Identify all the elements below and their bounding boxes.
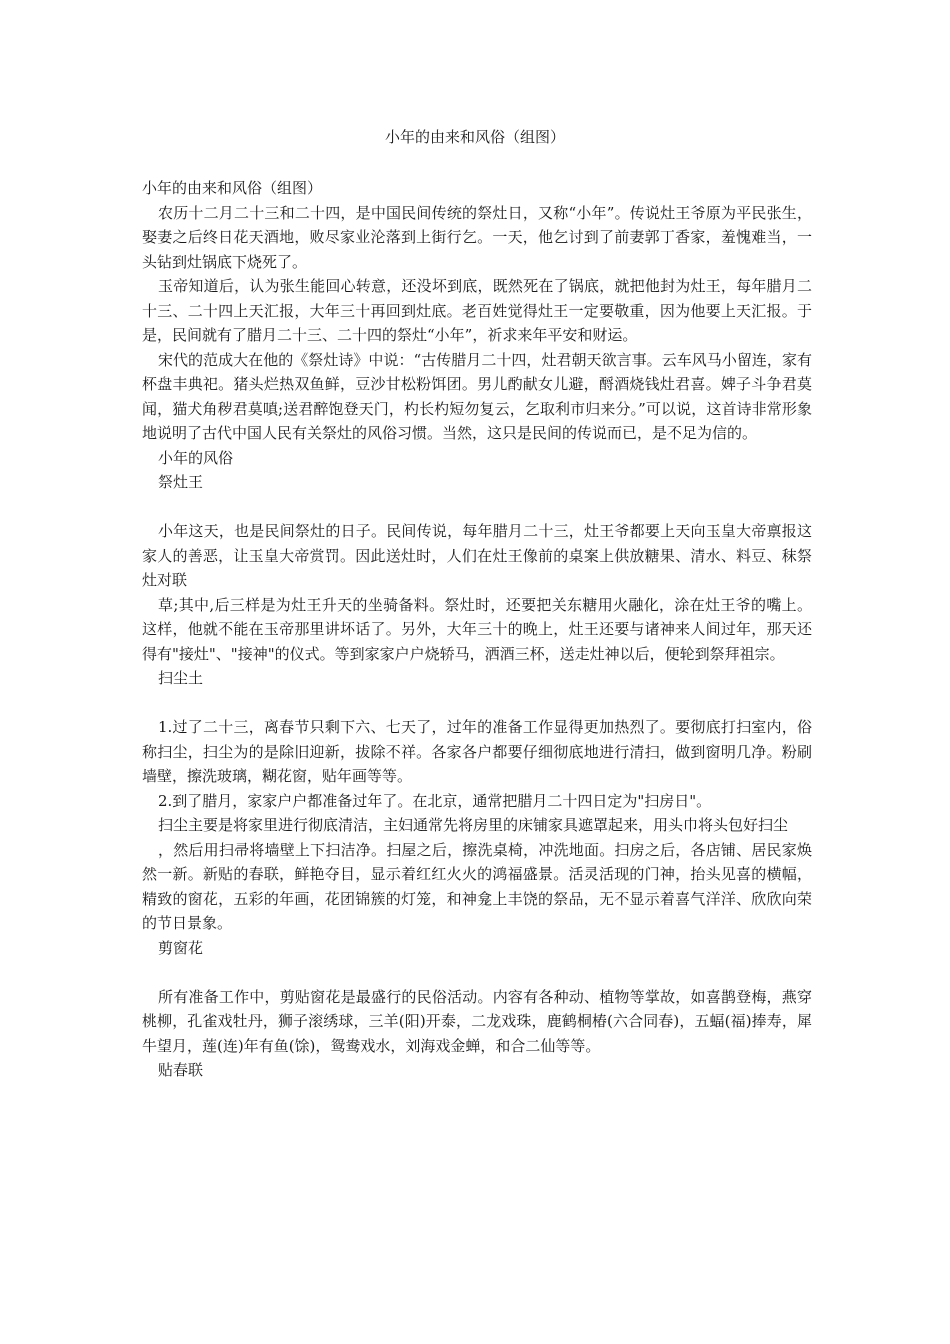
paragraph: 玉帝知道后，认为张生能回心转意，还没坏到底，既然死在了锅底，就把他封为灶王，每年腊月二十三、二十四上天汇报，大年三十再回到灶底。老百姓觉得灶王一定要敬重，因为他要上天汇报。于是，民间就有了腊月二十三、二十四的祭灶“小年”，祈求来年平安和财运。 xyxy=(142,277,812,344)
paragraph: 宋代的范成大在他的《祭灶诗》中说：“古传腊月二十四，灶君朝天欲言事。云车风马小留连，家有杯盘丰典祀。猪头烂热双鱼鲜，豆沙甘松粉饵团。男儿酌献女儿避，酹酒烧钱灶君喜。婢子斗争君莫闻，猫犬角秽君莫嗔;送君醉饱登天门，杓长杓短勿复云，乞取利市归来分。”可以说，这首诗非常形象地说明了古代中国人民有关祭灶的风俗习惯。当然，这只是民间的传说而已，是不足为信的。 xyxy=(142,350,812,442)
paragraph: 农历十二月二十三和二十四，是中国民间传统的祭灶日，又称“小年”。传说灶王爷原为平民张生，娶妻之后终日花天酒地，败尽家业沦落到上街行乞。一天，他乞讨到了前妻郭丁香家，羞愧难当，一头钻到灶锅底下烧死了。 xyxy=(142,203,812,271)
paragraph: 祭灶王 xyxy=(158,473,204,491)
paragraph: 小年这天，也是民间祭灶的日子。民间传说，每年腊月二十三，灶王爷都要上天向玉皇大帝禀报这家人的善恶，让玉皇大帝赏罚。因此送灶时，人们在灶王像前的桌案上供放糖果、清水、料豆、秣祭灶对联 xyxy=(142,522,812,589)
paragraph: 1.过了二十三，离春节只剩下六、七天了，过年的准备工作显得更加热烈了。要彻底打扫室内，俗称扫尘，扫尘为的是除旧迎新，拔除不祥。各家各户都要仔细彻底地进行清扫，做到窗明几净。粉刷墙壁，擦洗玻璃，糊花窗，贴年画等等。 xyxy=(142,718,812,785)
paragraph: 所有准备工作中，剪贴窗花是最盛行的民俗活动。内容有各种动、植物等掌故，如喜鹊登梅，燕穿桃柳，孔雀戏牡丹，狮子滚绣球，三羊(阳)开泰，二龙戏珠，鹿鹤桐椿(六合同春)，五蝠(福)捧寿，犀牛望月，莲(连)年有鱼(馀)，鸳鸯戏水，刘海戏金蝉，和合二仙等等。 xyxy=(142,987,812,1055)
paragraph: ，然后用扫帚将墙壁上下扫洁净。扫屋之后，擦洗桌椅，冲洗地面。扫房之后，各店铺、居民家焕然一新。新贴的春联，鲜艳夺目，显示着红红火火的鸿福盛景。活灵活现的门神，抬头见喜的横幅，精致的窗花，五彩的年画，花团锦簇的灯笼，和神龛上丰饶的祭品，无不显示着喜气洋洋、欣欣向荣的节日景象。 xyxy=(142,840,812,932)
paragraph: 扫尘土 xyxy=(158,669,204,687)
document-title: 小年的由来和风俗（组图） xyxy=(384,128,565,146)
paragraph: 贴春联 xyxy=(158,1061,204,1079)
paragraph: 小年的由来和风俗（组图） xyxy=(142,179,323,197)
paragraph: 草;其中,后三样是为灶王升天的坐骑备料。祭灶时，还要把关东糖用火融化，涂在灶王爷的嘴上。这样，他就不能在玉帝那里讲坏话了。另外，大年三十的晚上，灶王还要与诸神来人间过年，那天还得有"接灶"、"接神"的仪式。等到家家户户烧轿马，洒酒三杯，送走灶神以后，便轮到祭拜祖宗。 xyxy=(142,595,812,663)
blank-line xyxy=(142,495,812,520)
paragraph: 小年的风俗 xyxy=(158,448,234,467)
paragraph: 扫尘主要是将家里进行彻底清洁，主妇通常先将房里的床铺家具遮罩起来，用头巾将头包好扫尘 xyxy=(158,816,789,834)
document-body xyxy=(142,176,812,1083)
paragraph: 2.到了腊月，家家户户都准备过年了。在北京，通常把腊月二十四日定为"扫房日"。 xyxy=(158,791,712,810)
blank-line xyxy=(142,960,812,985)
blank-line xyxy=(142,691,812,716)
paragraph: 剪窗花 xyxy=(158,938,204,957)
